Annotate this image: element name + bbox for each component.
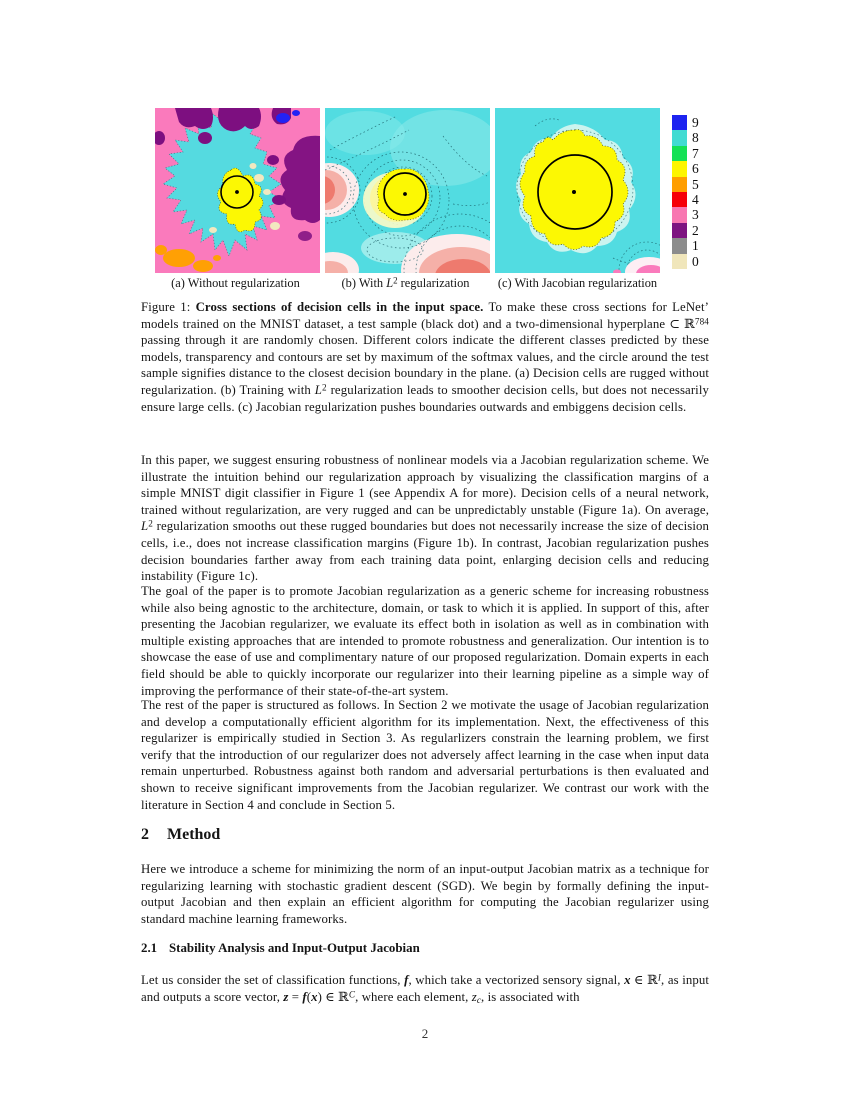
colorbar-row [672, 223, 708, 238]
figure1-panel-b-l2-regularization [325, 108, 490, 273]
colorbar-swatch [672, 130, 687, 145]
colorbar-row [672, 192, 708, 207]
paragraph-goal: The goal of the paper is to promote Jacobian regularization as a generic scheme for increasing robustness while also being agnostic to the architecture, domain, or task to which it is applied. In support of this, after presenting the Jacobian regularizer, we evaluate its effect both in isolation as well as in combination with multiple existing approaches that are intended to promote robustness and generalization. Our intention is to showcase the ease of use and complimentary nature of our proposed regularization. Domain experts in each field should be able to quickly incorporate our regularizer into their learning pipeline as a simple way of improving the performance of their state-of-the-art system. [141, 584, 709, 698]
subsection-number: 2.1 [141, 941, 158, 955]
decision-cells-plot-c [495, 108, 660, 273]
page-number: 2 [421, 1026, 429, 1041]
section-title: Method [167, 826, 221, 843]
colorbar-swatch [672, 207, 687, 222]
colorbar-row [672, 238, 708, 253]
colorbar-row [672, 146, 708, 161]
colorbar-swatch [672, 115, 687, 130]
panel-a-subcaption: (a) Without regularization [171, 276, 300, 290]
colorbar-swatch [672, 161, 687, 176]
paragraph-structure: The rest of the paper is structured as follows. In Section 2 we motivate the usage of Jacobian regularization and develop a computationally efficient algorithm for its implementation. Next, the effectiveness of this regularizer is empirically studied in Section 3. As regularlizers constrain the learning problem, we first verify that the introduction of our regularizer does not adversely affect learning in the case when input data remain unperturbed. Robustness against both random and adversarial perturbations is then evaluated and shown to receive significant improvements from the Jacobian regularizer. We contrast our work with the literature in Section 4 and conclude in Section 5. [141, 698, 709, 812]
colorbar-row [672, 254, 708, 269]
colorbar-row [672, 115, 708, 130]
colorbar-label: 5 [692, 176, 699, 192]
test-sample-dot-c [572, 190, 576, 194]
colorbar-label: 3 [692, 207, 699, 223]
subsection-title: Stability Analysis and Input-Output Jacobian [169, 941, 420, 955]
colorbar-swatch [672, 254, 687, 269]
paragraph-jacobian-intro: In this paper, we suggest ensuring robustness of nonlinear models via a Jacobian regularization scheme. We illustrate the intuition behind our regularization approach by visualizing the classification margins of a simple MNIST digit classifier in Figure 1 (see Appendix A for more). Decision cells of a neural network, trained without regularization, are very rugged and can be unpredictably unstable (Figure 1a). On average, $L^2$ regularization smooths out these rugged boundaries but does not necessarily increase the size of decision cells, i.e., does not increase classification margins (Figure 1b). In contrast, Jacobian regularization pushes decision boundaries farther away from each training data point, enlarging decision cells and reducing instability (Figure 1c). [141, 453, 709, 584]
subsection-heading-stability [141, 940, 709, 956]
colorbar-label: 1 [692, 238, 699, 254]
section-number: 2 [141, 826, 149, 843]
colorbar-label: 2 [692, 222, 699, 238]
paragraph-classification-functions: Let us consider the set of classification functions, f, which take a vectorized sensory signal, x ∈ ℝ$^I$, as input and outputs a score vector, z = f(x) ∈ ℝ$^C$, where each element, zc, is associated with [141, 972, 710, 1005]
colorbar [672, 115, 708, 269]
section-heading-method [141, 825, 709, 844]
colorbar-label: 4 [692, 191, 699, 207]
colorbar-row [672, 130, 708, 145]
test-sample-dot-b [403, 192, 407, 196]
colorbar-swatch [672, 192, 687, 207]
colorbar-swatch [672, 146, 687, 161]
figure1-panel-a-without-regularization [155, 108, 320, 273]
figure1-panel-c-jacobian-regularization [495, 108, 660, 273]
colorbar-swatch [672, 177, 687, 192]
paragraph-method-intro: Here we introduce a scheme for minimizing the norm of an input-output Jacobian matrix as a technique for regularizing learning with stochastic gradient descent (SGD). We begin by formally defining the input-output Jacobian and then explain an efficient algorithm for computing the Jacobian regularizer using standard machine learning frameworks. [141, 862, 709, 926]
colorbar-label: 8 [692, 130, 699, 146]
panel-c-subcaption: (c) With Jacobian regularization [497, 276, 658, 290]
test-sample-dot-a [235, 190, 239, 194]
colorbar-row [672, 177, 708, 192]
decision-cells-plot-b [325, 108, 490, 273]
colorbar-row [672, 161, 708, 176]
colorbar-label: 7 [692, 145, 699, 161]
colorbar-label: 9 [692, 115, 699, 130]
panel-b-subcaption: (b) With $L^2$ regularization [341, 275, 470, 290]
colorbar-swatch [672, 238, 687, 253]
colorbar-label: 0 [692, 253, 699, 269]
colorbar-row [672, 207, 708, 222]
colorbar-label: 6 [692, 161, 699, 177]
decision-cells-plot-a [155, 108, 320, 273]
figure1-caption: Figure 1: Cross sections of decision cells in the input space. To make these cross sections for LeNet’ models trained on the MNIST dataset, a test sample (black dot) and a two-dimensional hyperplane ⊂ ℝ$^{784}$ passing through it are randomly chosen. Different colors indicate the different classes predicted by these models, transparency and contours are set by maximum of the softmax values, and the circle around the test sample signifies distance to the closest decision boundary in the plane. (a) Decision cells are rugged without regularization. (b) Training with $L^2$ regularization leads to smoother decision cells, but does not necessarily ensure large cells. (c) Jacobian regularization pushes boundaries outwards and embiggens decision cells. [141, 300, 709, 414]
colorbar-swatch [672, 223, 687, 238]
